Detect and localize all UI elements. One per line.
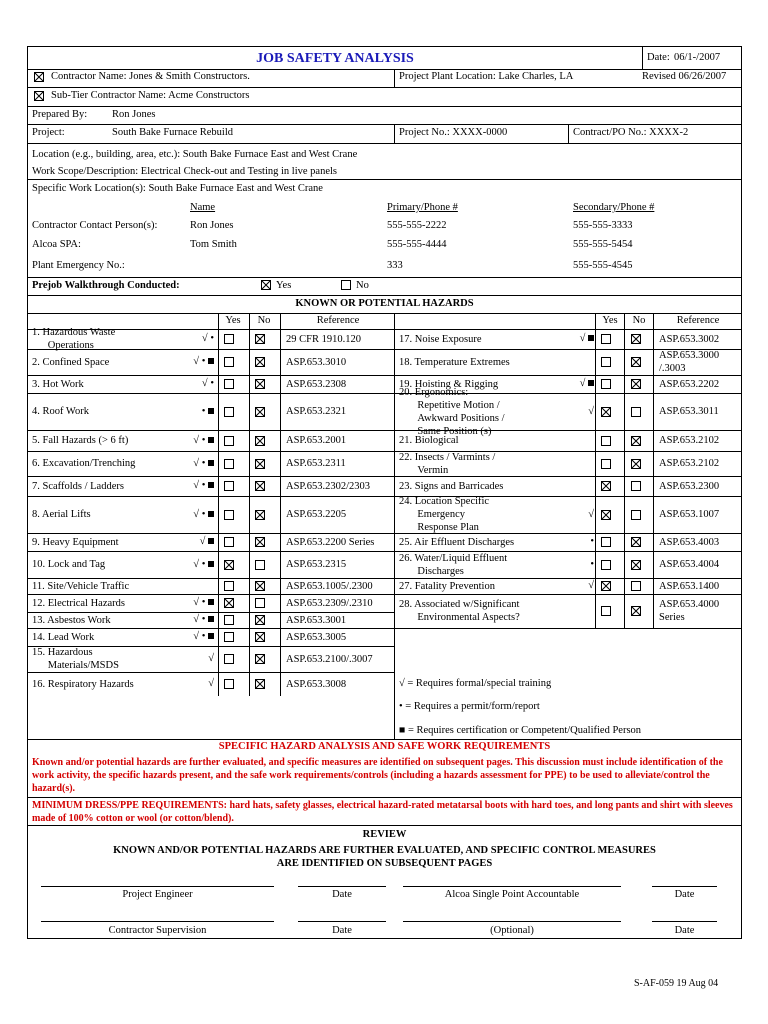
prepared-by-label: Prepared By:	[32, 109, 88, 120]
alcoa-spa-signature-line[interactable]	[403, 886, 621, 887]
certification-mark	[208, 437, 214, 443]
left-hazard-marks: √ •	[193, 435, 214, 447]
left-reference-header: Reference	[316, 315, 360, 326]
right-hazard-reference: ASP.653.1400	[659, 580, 720, 592]
plant-emergency-primary: 333	[387, 260, 403, 271]
certification-mark	[208, 561, 214, 567]
right-hazard-label: 17. Noise Exposure	[399, 333, 482, 345]
right-hazard-label: 21. Biological	[399, 435, 459, 446]
legend-certification: ■ = Requires certification or Competent/Qualified Person	[399, 725, 642, 736]
certification-mark	[208, 538, 214, 544]
optional-date-line[interactable]	[652, 921, 717, 922]
contractor-supervision-date-line[interactable]	[298, 921, 386, 922]
left-hazard-reference: ASP.653.2200 Series	[286, 536, 375, 548]
alcoa-spa-label: Alcoa SPA:	[32, 239, 81, 250]
left-hazard-no-checkbox[interactable]	[255, 598, 265, 608]
certification-mark	[208, 358, 214, 364]
row-divider	[28, 476, 394, 477]
left-hazard-no-checkbox[interactable]	[255, 357, 265, 367]
left-hazard-reference: ASP.653.2001	[286, 435, 347, 446]
left-hazard-label: 14. Lead Work	[32, 631, 95, 643]
left-hazard-reference: ASP.653.2308	[286, 378, 347, 390]
certification-mark	[208, 599, 214, 605]
left-hazard-yes-checkbox[interactable]	[224, 407, 234, 417]
right-hazard-yes-checkbox[interactable]	[601, 510, 611, 520]
form-footer: S-AF-059 19 Aug 04	[634, 978, 719, 989]
left-hazard-no-checkbox[interactable]	[255, 615, 265, 625]
right-hazard-reference: ASP.653.3011	[659, 406, 719, 417]
left-hazard-reference: ASP.653.3001	[286, 614, 347, 626]
right-hazard-yes-checkbox[interactable]	[601, 560, 611, 570]
left-hazard-no-checkbox[interactable]	[255, 679, 265, 689]
row-divider	[28, 375, 394, 376]
left-hazard-no-checkbox[interactable]	[255, 459, 265, 469]
left-hazard-marks: √ •	[193, 631, 214, 643]
left-hazard-label: 8. Aerial Lifts	[32, 509, 91, 520]
contractor-checkbox[interactable]	[34, 72, 44, 82]
right-hazard-no-checkbox[interactable]	[631, 407, 641, 417]
row-divider	[28, 393, 394, 394]
certification-mark	[208, 511, 214, 517]
project-engineer-label: Project Engineer	[122, 889, 193, 900]
specific-work-location: Specific Work Location(s): South Bake Furnace East and West Crane	[32, 183, 323, 194]
row-divider	[394, 375, 741, 376]
right-hazard-reference: ASP.653.2102	[659, 435, 720, 446]
right-hazard-marks: •	[590, 536, 594, 547]
left-hazard-no-checkbox[interactable]	[255, 632, 265, 642]
project-number: Project No.: XXXX-0000	[399, 127, 508, 138]
right-hazard-marks: •	[590, 558, 594, 570]
right-hazard-label: 23. Signs and Barricades	[399, 480, 504, 492]
right-hazard-no-checkbox[interactable]	[631, 481, 641, 491]
prejob-yes-label: Yes	[276, 280, 292, 291]
column-divider	[280, 313, 281, 696]
optional-date-label: Date	[674, 925, 695, 936]
row-divider	[28, 533, 394, 534]
project-value: South Bake Furnace Rebuild	[112, 127, 234, 138]
right-hazard-label: 20. Ergonomics: Repetitive Motion / Awkward Positions / Same Position (s)	[399, 386, 505, 437]
prepared-by-value: Ron Jones	[112, 109, 156, 120]
left-hazard-yes-checkbox[interactable]	[224, 679, 234, 689]
row-divider	[394, 628, 741, 629]
left-yes-header: Yes	[225, 315, 241, 326]
sub-tier-contractor: Sub-Tier Contractor Name: Acme Constructors	[51, 90, 250, 101]
contact-header-primary: Primary/Phone #	[387, 202, 458, 213]
certification-mark	[208, 482, 214, 488]
right-hazard-yes-checkbox[interactable]	[601, 581, 611, 591]
right-hazard-reference: ASP.653.2300	[659, 480, 720, 492]
left-hazard-yes-checkbox[interactable]	[224, 581, 234, 591]
alcoa-spa-name: Tom Smith	[190, 239, 237, 250]
date-label: Date:	[647, 52, 670, 63]
right-hazard-label: 18. Temperature Extremes	[399, 356, 510, 368]
row-divider	[28, 451, 394, 452]
right-hazard-no-checkbox[interactable]	[631, 379, 641, 389]
right-hazard-label: 28. Associated w/Significant Environmental Aspects?	[399, 599, 520, 623]
left-hazard-yes-checkbox[interactable]	[224, 598, 234, 608]
right-hazard-marks: √	[588, 405, 594, 417]
certification-mark	[208, 616, 214, 622]
column-divider	[624, 313, 625, 628]
project-label: Project:	[32, 127, 65, 138]
right-hazard-yes-checkbox[interactable]	[601, 379, 611, 389]
right-hazard-label: 26. Water/Liquid Effluent Discharges	[399, 552, 508, 577]
column-divider	[595, 313, 596, 628]
left-hazard-yes-checkbox[interactable]	[224, 560, 234, 570]
left-hazard-label: 9. Heavy Equipment	[32, 536, 119, 548]
contractor-supervision-label: Contractor Supervision	[108, 925, 207, 936]
plant-emergency-secondary: 555-555-4545	[573, 260, 633, 271]
row-divider	[28, 430, 394, 431]
left-hazard-marks: √ •	[201, 333, 214, 344]
left-hazard-no-checkbox[interactable]	[255, 510, 265, 520]
row-divider	[28, 349, 394, 350]
right-hazard-no-checkbox[interactable]	[631, 560, 641, 570]
prejob-yes-checkbox[interactable]	[261, 280, 271, 290]
right-hazard-label: 25. Air Effluent Discharges	[399, 536, 515, 548]
right-yes-header: Yes	[602, 315, 618, 326]
revised-date: Revised 06/26/2007	[642, 71, 727, 82]
left-hazard-label: 16. Respiratory Hazards	[32, 678, 134, 690]
left-hazard-yes-checkbox[interactable]	[224, 357, 234, 367]
right-hazard-no-checkbox[interactable]	[631, 357, 641, 367]
project-engineer-signature-line[interactable]	[41, 886, 274, 887]
left-hazard-marks: √ •	[193, 559, 214, 571]
left-hazard-label: 10. Lock and Tag	[32, 559, 106, 570]
left-hazard-yes-checkbox[interactable]	[224, 537, 234, 547]
right-no-header: No	[632, 315, 646, 326]
left-hazard-reference: ASP.653.2315	[286, 559, 347, 570]
certification-mark	[208, 633, 214, 639]
left-hazard-marks: √	[208, 653, 214, 664]
project-engineer-date-line[interactable]	[298, 886, 386, 887]
left-hazard-marks: •	[202, 406, 214, 418]
right-hazard-no-checkbox[interactable]	[631, 581, 641, 591]
left-hazard-marks: √ •	[193, 458, 214, 470]
right-hazard-reference: ASP.653.4000 Series	[659, 599, 720, 623]
project-engineer-date-label: Date	[332, 889, 352, 900]
contact-secondary: 555-555-3333	[573, 220, 633, 231]
certification-mark	[208, 408, 214, 414]
work-scope: Work Scope/Description: Electrical Check-out and Testing in live panels	[32, 166, 337, 177]
right-hazard-marks: √	[580, 378, 594, 390]
left-hazard-no-checkbox[interactable]	[255, 407, 265, 417]
right-hazard-label: 27. Fatality Prevention	[399, 580, 495, 592]
contract-po-number: Contract/PO No.: XXXX-2	[573, 127, 689, 138]
right-hazard-label: 19. Hoisting & Rigging	[399, 378, 499, 390]
review-line-2: ARE IDENTIFIED ON SUBSEQUENT PAGES	[276, 858, 493, 869]
left-hazard-yes-checkbox[interactable]	[224, 632, 234, 642]
left-hazard-yes-checkbox[interactable]	[224, 379, 234, 389]
column-divider	[249, 313, 250, 696]
left-hazard-marks: √ •	[193, 480, 214, 492]
left-hazard-no-checkbox[interactable]	[255, 379, 265, 389]
review-line-1: KNOWN AND/OR POTENTIAL HAZARDS ARE FURTHER EVALUATED, AND SPECIFIC CONTROL MEASURES	[113, 845, 656, 856]
left-hazard-yes-checkbox[interactable]	[224, 459, 234, 469]
form-title: JOB SAFETY ANALYSIS	[256, 51, 414, 66]
left-hazard-reference: ASP.653.3008	[286, 678, 347, 690]
left-hazard-no-checkbox[interactable]	[255, 334, 265, 344]
left-hazard-yes-checkbox[interactable]	[224, 436, 234, 446]
left-hazard-label: 7. Scaffolds / Ladders	[32, 480, 124, 492]
left-hazard-reference: ASP.653.3005	[286, 631, 347, 643]
left-hazard-marks: √ •	[193, 356, 214, 368]
left-hazard-yes-checkbox[interactable]	[224, 615, 234, 625]
column-divider	[653, 313, 654, 628]
left-hazard-label: 13. Asbestos Work	[32, 614, 111, 626]
row-divider	[28, 551, 394, 552]
left-hazard-reference: 29 CFR 1910.120	[286, 333, 361, 345]
left-hazard-reference: ASP.653.2302/2303	[286, 480, 371, 492]
alcoa-spa-date-line[interactable]	[652, 886, 717, 887]
left-hazard-reference: ASP.653.2311	[286, 458, 346, 469]
right-hazard-no-checkbox[interactable]	[631, 459, 641, 469]
specific-hazard-text: Known and/or potential hazards are further evaluated, and specific measures are identified on subsequent pages. This discussion must include identification of the work activity, the specific hazards present, and the safe work requirements/controls (including a hazards assessment for PPE) to be used to alleviate/control the hazard(s).	[32, 757, 723, 794]
column-divider	[218, 313, 219, 696]
left-hazard-yes-checkbox[interactable]	[224, 654, 234, 664]
legend-permit: • = Requires a permit/form/report	[399, 701, 540, 712]
location: Location (e.g., building, area, etc.): South Bake Furnace East and West Crane	[32, 149, 358, 160]
left-hazard-label: 11. Site/Vehicle Traffic	[32, 580, 130, 592]
alcoa-spa-primary: 555-555-4444	[387, 239, 447, 250]
right-hazard-reference: ASP.653.4004	[659, 559, 720, 570]
prejob-no-label: No	[356, 280, 369, 291]
sub-tier-checkbox[interactable]	[34, 91, 44, 101]
row-divider	[28, 672, 394, 673]
left-hazard-reference: ASP.653.2100/.3007	[286, 653, 373, 665]
row-divider	[394, 476, 741, 477]
left-hazard-reference: ASP.653.3010	[286, 356, 347, 368]
job-safety-analysis-form	[27, 46, 742, 939]
plant-emergency-label: Plant Emergency No.:	[32, 260, 125, 271]
prejob-label: Prejob Walkthrough Conducted:	[32, 280, 180, 291]
contractor-supervision-date-label: Date	[332, 925, 352, 936]
left-hazard-marks: √	[208, 678, 214, 689]
right-hazard-reference: ASP.653.3002	[659, 333, 720, 345]
optional-label: (Optional)	[490, 925, 534, 936]
left-hazard-marks: √ •	[193, 597, 214, 609]
row-divider	[394, 430, 741, 431]
left-no-header: No	[257, 315, 271, 326]
right-hazard-no-checkbox[interactable]	[631, 510, 641, 520]
alcoa-spa-secondary: 555-555-5454	[573, 239, 633, 250]
right-hazard-reference: ASP.653.1007	[659, 509, 720, 520]
right-hazard-yes-checkbox[interactable]	[601, 334, 611, 344]
contractor-supervision-signature-line[interactable]	[41, 921, 274, 922]
left-hazard-label: 2. Confined Space	[32, 356, 110, 368]
right-hazard-no-checkbox[interactable]	[631, 334, 641, 344]
left-hazard-label: 4. Roof Work	[32, 406, 90, 417]
left-hazard-marks: √ •	[201, 378, 214, 389]
certification-mark	[588, 335, 594, 341]
row-divider	[28, 496, 394, 497]
left-hazard-no-checkbox[interactable]	[255, 481, 265, 491]
column-divider	[394, 313, 395, 739]
row-divider	[28, 646, 394, 647]
left-hazard-no-checkbox[interactable]	[255, 654, 265, 664]
row-divider	[394, 533, 741, 534]
contact-label: Contractor Contact Person(s):	[32, 220, 158, 231]
left-hazard-label: 5. Fall Hazards (> 6 ft)	[32, 435, 129, 446]
right-hazard-marks: √	[588, 580, 594, 591]
left-hazard-label: 15. Hazardous Materials/MSDS	[32, 647, 119, 671]
right-hazard-label: 22. Insects / Varmints / Vermin	[399, 451, 496, 476]
left-hazard-no-checkbox[interactable]	[255, 537, 265, 547]
contact-name: Ron Jones	[190, 220, 234, 231]
left-hazard-label: 6. Excavation/Trenching	[32, 458, 136, 469]
contact-header-name: Name	[190, 202, 216, 213]
right-hazard-no-checkbox[interactable]	[631, 606, 641, 616]
left-hazard-reference: ASP.653.2321	[286, 406, 347, 417]
row-divider	[394, 594, 741, 595]
alcoa-spa-date-label: Date	[674, 889, 695, 900]
certification-mark	[588, 380, 594, 386]
left-hazard-yes-checkbox[interactable]	[224, 510, 234, 520]
right-hazard-yes-checkbox[interactable]	[601, 606, 611, 616]
right-hazard-marks: √	[580, 333, 594, 345]
optional-signature-line[interactable]	[403, 921, 621, 922]
left-hazard-label: 1. Hazardous Waste Operations	[32, 327, 116, 351]
right-hazard-yes-checkbox[interactable]	[601, 481, 611, 491]
right-hazard-reference: ASP.653.4003	[659, 536, 720, 548]
right-hazard-reference: ASP.653.2202	[659, 378, 720, 390]
right-hazard-reference: ASP.653.3000 /.3003	[659, 350, 720, 374]
contact-header-secondary: Secondary/Phone #	[573, 202, 655, 213]
right-hazard-yes-checkbox[interactable]	[601, 436, 611, 446]
left-hazard-reference: ASP.653.2205	[286, 509, 347, 520]
row-divider	[28, 628, 394, 629]
right-hazard-reference: ASP.653.2102	[659, 458, 720, 469]
right-hazard-marks: √	[588, 508, 594, 520]
right-hazard-yes-checkbox[interactable]	[601, 459, 611, 469]
left-hazard-no-checkbox[interactable]	[255, 581, 265, 591]
left-hazard-marks: √ •	[193, 614, 214, 626]
contractor-name: Contractor Name: Jones & Smith Constructors.	[51, 71, 250, 82]
left-hazard-label: 3. Hot Work	[32, 378, 84, 390]
prejob-no-checkbox[interactable]	[341, 280, 351, 290]
left-hazard-yes-checkbox[interactable]	[224, 481, 234, 491]
left-hazard-marks: √	[200, 536, 214, 548]
legend-training: √ = Requires formal/special training	[399, 678, 552, 689]
left-hazard-no-checkbox[interactable]	[255, 560, 265, 570]
left-hazard-reference: ASP.653.2309/.2310	[286, 597, 373, 609]
left-hazard-label: 12. Electrical Hazards	[32, 597, 125, 609]
right-hazard-no-checkbox[interactable]	[631, 436, 641, 446]
hazards-title: KNOWN OR POTENTIAL HAZARDS	[295, 298, 474, 309]
row-divider	[28, 594, 394, 595]
project-plant-location: Project Plant Location: Lake Charles, LA	[399, 71, 574, 82]
right-hazard-yes-checkbox[interactable]	[601, 537, 611, 547]
right-reference-header: Reference	[676, 315, 720, 326]
specific-hazard-title: SPECIFIC HAZARD ANALYSIS AND SAFE WORK REQUIREMENTS	[218, 741, 551, 752]
review-title: REVIEW	[362, 829, 407, 840]
contact-primary: 555-555-2222	[387, 220, 447, 231]
left-hazard-no-checkbox[interactable]	[255, 436, 265, 446]
form-date: 06/1-/2007	[674, 52, 721, 63]
certification-mark	[208, 460, 214, 466]
left-hazard-reference: ASP.653.1005/.2300	[286, 580, 373, 592]
right-hazard-label: 24. Location Specific Emergency Response Plan	[399, 496, 490, 533]
left-hazard-marks: √ •	[193, 509, 214, 521]
minimum-ppe-requirements: MINIMUM DRESS/PPE REQUIREMENTS: hard hats, safety glasses, electrical hazard-rated metatarsal boots with hard toes, and long pants and shirt with sleeves made of 100% cotton or wool (or cotton/blend).	[32, 800, 733, 824]
left-hazard-yes-checkbox[interactable]	[224, 334, 234, 344]
alcoa-spa-label: Alcoa Single Point Accountable	[444, 889, 580, 900]
right-hazard-yes-checkbox[interactable]	[601, 357, 611, 367]
right-hazard-no-checkbox[interactable]	[631, 537, 641, 547]
right-hazard-yes-checkbox[interactable]	[601, 407, 611, 417]
